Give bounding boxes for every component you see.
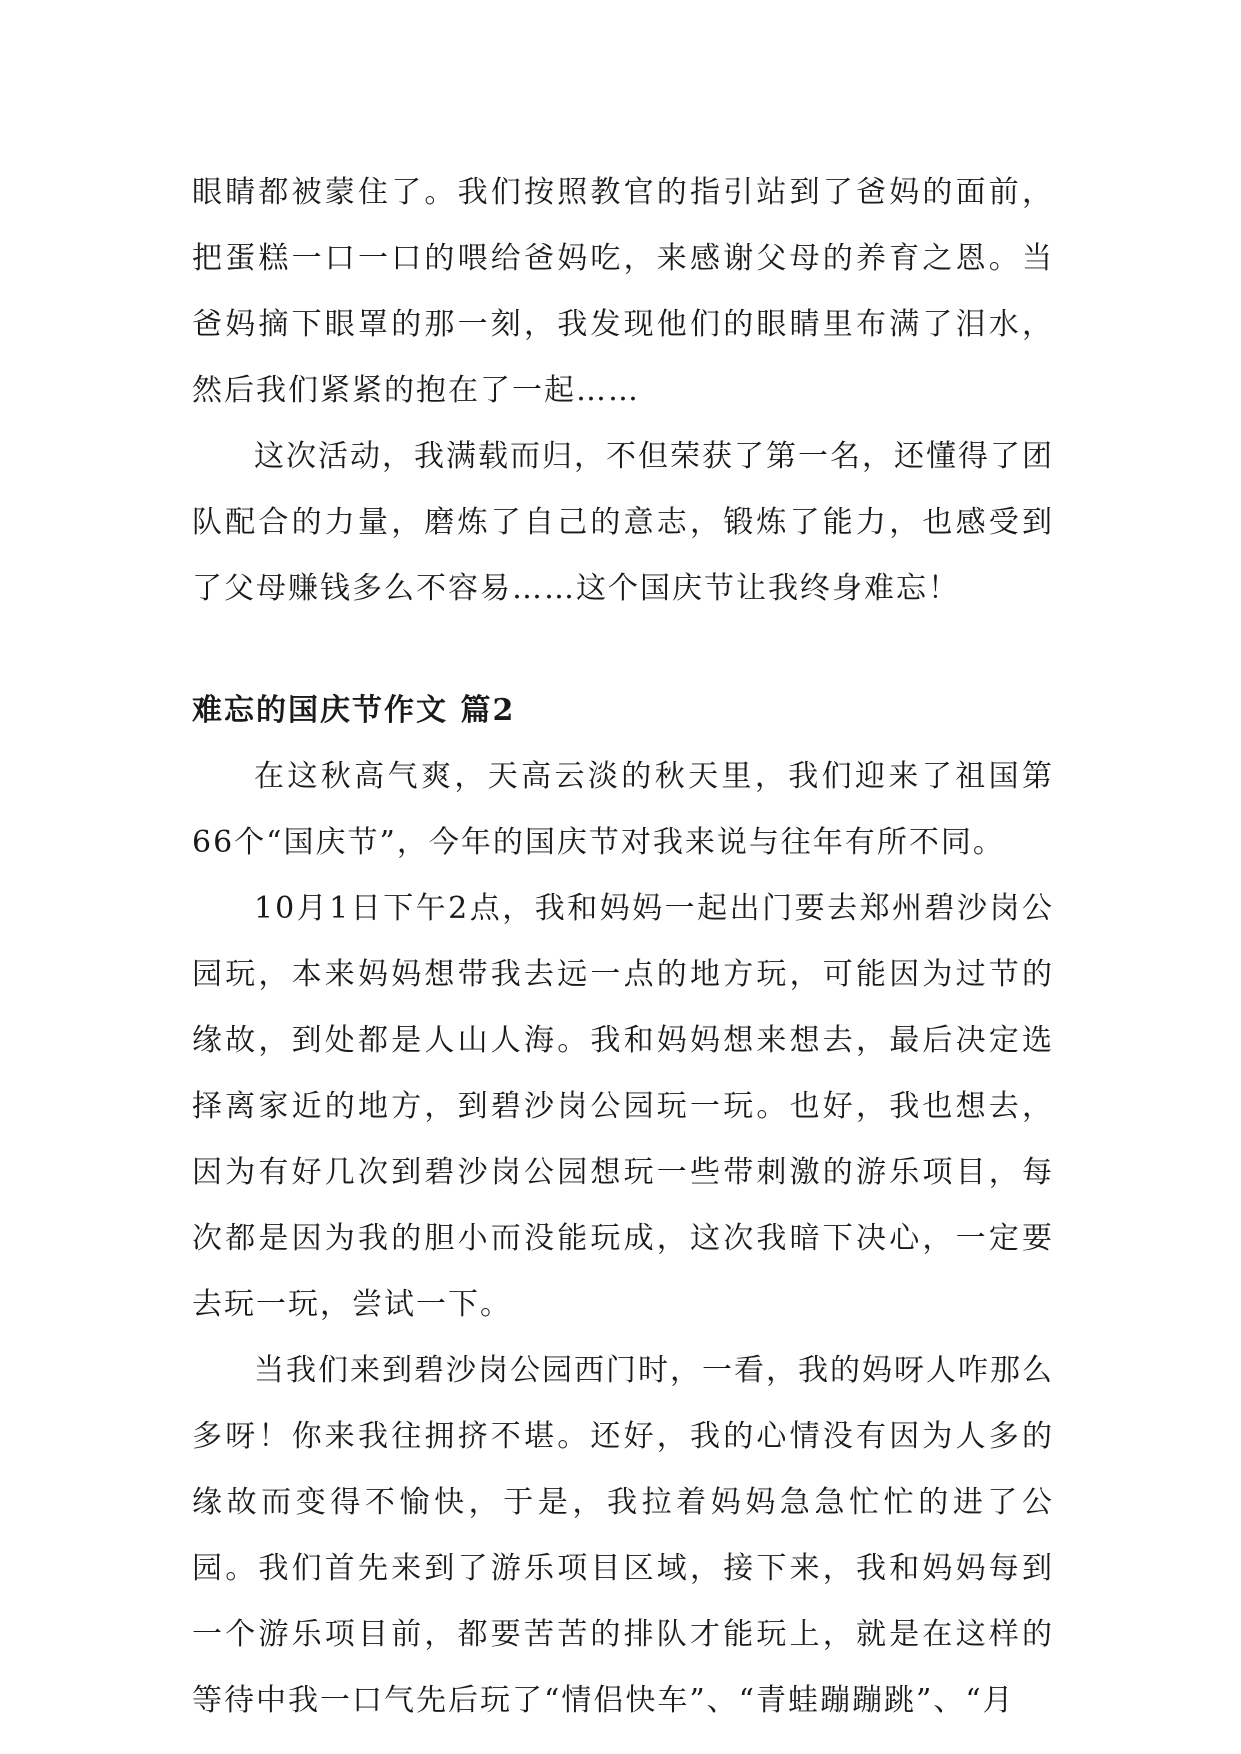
- document-body: [192, 160, 1054, 1734]
- closing-paragraph: 这次活动，我满载而归，不但荣获了第一名，还懂得了团队配合的力量，磨炼了自己的意志，锻炼了能力，也感受到了父母赚钱多么不容易……这个国庆节让我终身难忘！: [192, 439, 1054, 606]
- continuation-paragraph: 眼睛都被蒙住了。我们按照教官的指引站到了爸妈的面前，把蛋糕一口一口的喂给爸妈吃，来感谢父母的养育之恩。当爸妈摘下眼罩的那一刻，我发现他们的眼睛里布满了泪水，然后我们紧紧的抱在了一起……: [192, 175, 1054, 408]
- paragraph-intro: 在这秋高气爽，天高云淡的秋天里，我们迎来了祖国第66个“国庆节”，今年的国庆节对我来说与往年有所不同。: [192, 759, 1054, 860]
- paragraph-outing: 10月1日下午2点，我和妈妈一起出门要去郑州碧沙岗公园玩，本来妈妈想带我去远一点的地方玩，可能因为过节的缘故，到处都是人山人海。我和妈妈想来想去，最后决定选择离家近的地方，到碧沙岗公园玩一玩。也好，我也想去，因为有好几次到碧沙岗公园想玩一些带刺激的游乐项目，每次都是因为我的胆小而没能玩成，这次我暗下决心，一定要去玩一玩，尝试一下。: [192, 891, 1054, 1322]
- section-heading: 难忘的国庆节作文 篇2: [192, 693, 516, 728]
- paragraph-park: 当我们来到碧沙岗公园西门时，一看，我的妈呀人咋那么多呀！你来我往拥挤不堪。还好，我的心情没有因为人多的缘故而变得不愉快，于是，我拉着妈妈急急忙忙的进了公园。我们首先来到了游乐项目区域，接下来，我和妈妈每到一个游乐项目前，都要苦苦的排队才能玩上，就是在这样的等待中我一口气先后玩了“情侣快车”、“青蛙蹦蹦跳”、“月: [192, 1353, 1054, 1718]
